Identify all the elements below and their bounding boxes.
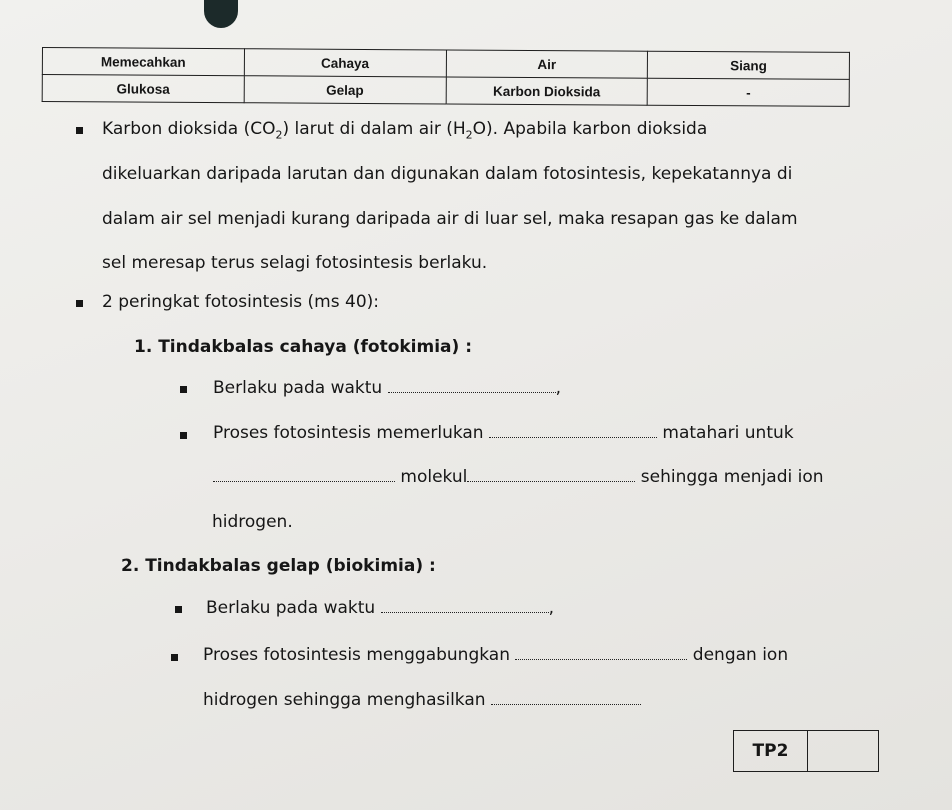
item-text: Proses fotosintesis menggabungkan: [203, 645, 510, 665]
stage1-item2: [213, 423, 794, 443]
word-bank-cell: Glukosa: [42, 75, 244, 103]
tp-score-cell[interactable]: [808, 731, 878, 771]
tp-score-box: [733, 730, 879, 772]
bullet-icon: [180, 432, 187, 439]
stage1-item1: [213, 378, 561, 398]
answer-blank[interactable]: [515, 647, 687, 660]
stage2-item1: [206, 598, 554, 618]
binder-hole: [204, 0, 238, 28]
word-bank-cell: Cahaya: [244, 49, 446, 77]
bullet-icon: [76, 127, 83, 134]
word-bank-cell: Air: [446, 50, 648, 78]
item-text: matahari untuk: [662, 423, 794, 443]
paragraph-text: O). Apabila karbon dioksida: [472, 119, 708, 139]
stage1-item2-last: hidrogen.: [212, 512, 293, 532]
item-text: hidrogen sehingga menghasilkan: [203, 690, 486, 710]
answer-blank[interactable]: [491, 692, 641, 705]
word-bank-cell: Karbon Dioksida: [446, 77, 648, 105]
stages-intro: 2 peringkat fotosintesis (ms 40):: [102, 292, 379, 312]
answer-blank[interactable]: [213, 469, 395, 482]
stage1-heading: 1. Tindakbalas cahaya (fotokimia) :: [134, 337, 473, 357]
stage2-heading: 2. Tindakbalas gelap (biokimia) :: [121, 556, 436, 576]
stage2-item2: [203, 645, 788, 665]
bullet-icon: [180, 386, 187, 393]
item-text: ,: [548, 598, 554, 618]
paragraph-text: ) larut di dalam air (H: [282, 119, 466, 139]
paragraph1-line1: [102, 119, 707, 141]
item-text: Proses fotosintesis memerlukan: [213, 423, 484, 443]
word-bank-cell: Gelap: [244, 76, 446, 104]
item-text: sehingga menjadi ion: [640, 467, 824, 487]
word-bank-cell: Memecahkan: [42, 48, 244, 76]
subscript: 2: [275, 128, 283, 142]
item-text: molekul: [400, 467, 468, 487]
item-text: Berlaku pada waktu: [206, 598, 376, 618]
word-bank-row: [42, 75, 849, 107]
item-text: dengan ion: [692, 645, 789, 665]
word-bank-table: [42, 47, 850, 107]
word-bank-cell: Siang: [648, 51, 850, 79]
bullet-icon: [175, 606, 182, 613]
subscript: 2: [465, 128, 473, 142]
bullet-icon: [76, 300, 83, 307]
answer-blank[interactable]: [388, 380, 556, 393]
paragraph-text: Karbon dioksida (CO: [102, 119, 276, 139]
answer-blank[interactable]: [381, 600, 549, 613]
paragraph1-line4: sel meresap terus selagi fotosintesis berlaku.: [102, 253, 488, 273]
answer-blank[interactable]: [489, 425, 657, 438]
stage1-item2-cont: [213, 467, 824, 487]
item-text: ,: [555, 378, 561, 398]
bullet-icon: [171, 654, 178, 661]
answer-blank[interactable]: [467, 469, 635, 482]
word-bank-cell: -: [647, 78, 849, 106]
stage2-item2-cont: [203, 690, 641, 710]
item-text: Berlaku pada waktu: [213, 378, 383, 398]
paragraph1-line3: dalam air sel menjadi kurang daripada air di luar sel, maka resapan gas ke dalam: [102, 209, 798, 229]
paragraph1-line2: dikeluarkan daripada larutan dan digunakan dalam fotosintesis, kepekatannya di: [102, 164, 793, 184]
tp-label: TP2: [734, 731, 808, 771]
